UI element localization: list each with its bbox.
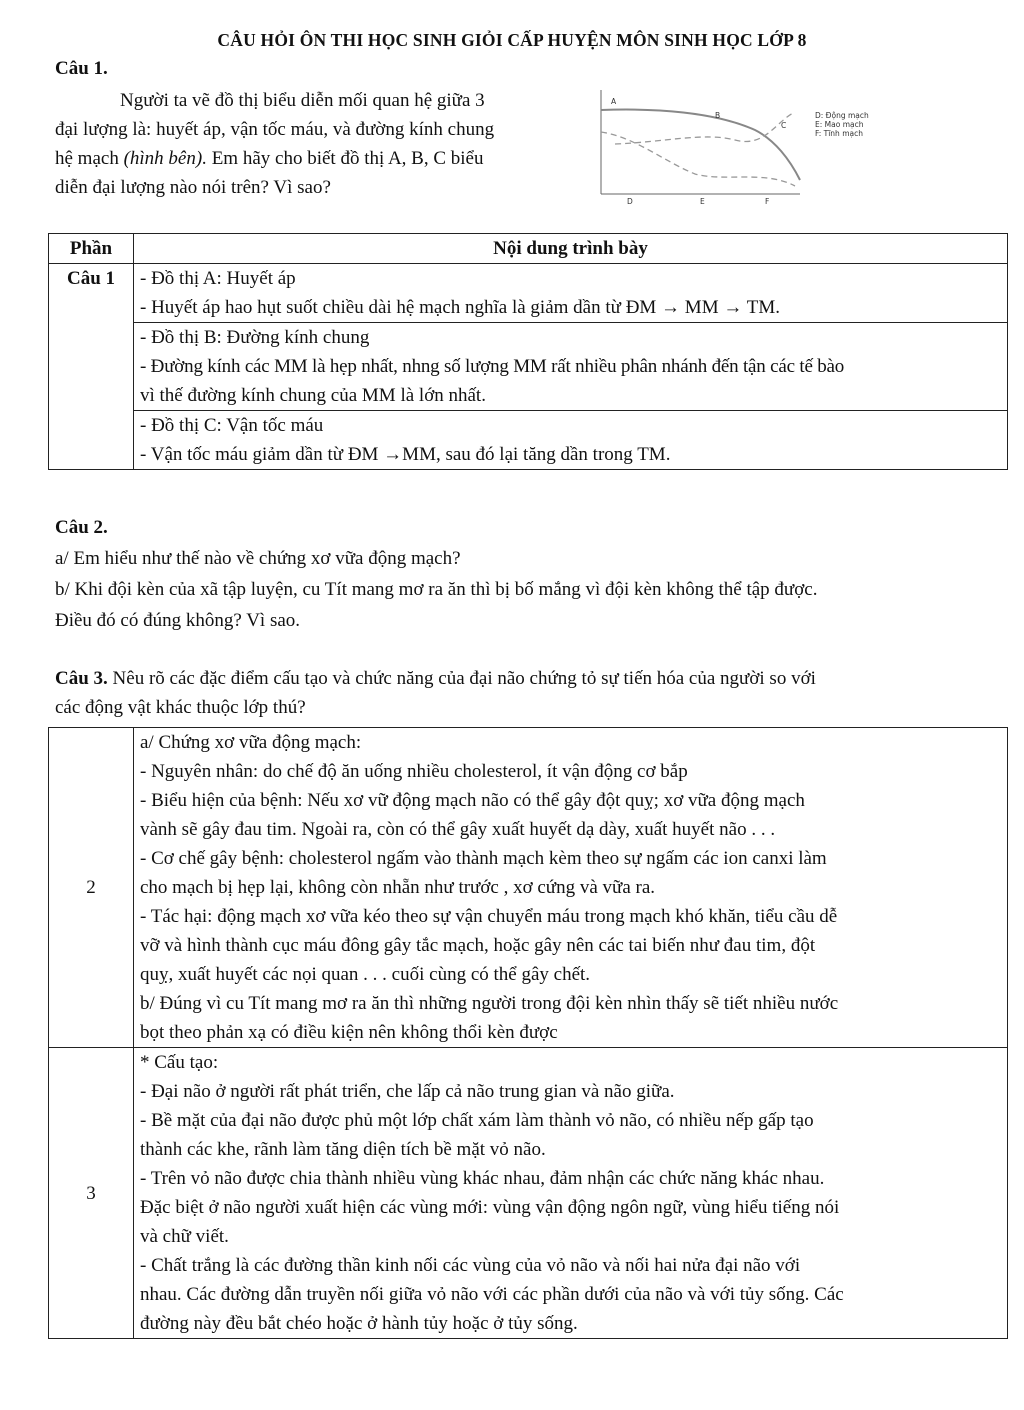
- question-3: Câu 3. Nêu rõ các đặc điểm cấu tạo và chức năng của đại não chứng tỏ sự tiến hóa của người so với các động vật khác thuộc lớp thú?: [55, 668, 816, 718]
- curve-b: [601, 132, 795, 186]
- legend-item: F: Tĩnh mạch: [815, 129, 863, 138]
- axis-tick-label: D: [627, 197, 633, 206]
- q1-line: đại lượng là: huyết áp, vận tốc máu, và đường kính chung: [55, 119, 495, 140]
- content-cell: * Cấu tạo: - Đại não ở người rất phát triển, che lấp cả não trung gian và não giữa. - Bề mặt của đại não được phủ một lớp chất xám làm thành vỏ não, có nhiều nếp gấp tạo thành các khe, rãnh làm tăng diện tích bề mặt vỏ não. - Trên vỏ não được chia thành nhiều vùng khác nhau, đảm nhận các chức năng khác nhau. Đặc biệt ở não người xuất hiện các vùng mới: vùng vận động ngôn ngữ, vùng hiểu tiếng nói và chữ viết. - Chất trắng là các đường thần kinh nối các vùng của vỏ não và nối hai nửa đại não với nhau. Các đường dẫn truyền nối giữa vỏ não với các phần dưới của não và với tủy sống. Các đường này đều bắt chéo hoặc ở hành tủy hoặc ở tủy sống.: [134, 1048, 1008, 1339]
- graph-svg: [595, 82, 895, 212]
- q1-line: hệ mạch (hình bên). Em hãy cho biết đồ thị A, B, C biểu: [55, 148, 484, 169]
- table-row: [49, 411, 1008, 470]
- page-title: CÂU HỎI ÔN THI HỌC SINH GIỎI CẤP HUYỆN MÔN SINH HỌC LỚP 8: [217, 30, 807, 50]
- q1-line: diễn đại lượng nào nói trên? Vì sao?: [55, 177, 331, 198]
- table-row: [49, 728, 1008, 1048]
- axis-tick-label: E: [700, 197, 705, 206]
- content-cell: a/ Chứng xơ vữa động mạch: - Nguyên nhân: do chế độ ăn uống nhiều cholesterol, ít vận động cơ bắp - Biểu hiện của bệnh: Nếu xơ vữ động mạch não có thể gây đột quỵ; xơ vữa động mạch vành sẽ gây đau tim. Ngoài ra, còn có thể gây xuất huyết dạ dày, xuất huyết não . . . - Cơ chế gây bệnh: cholesterol ngấm vào thành mạch kèm theo sự ngấm các ion canxi làm cho mạch bị hẹp lại, không còn nhẵn như trước , xơ cứng và vữa ra. - Tác hại: động mạch xơ vữa kéo theo sự vận chuyển máu trong mạch khó khăn, tiểu cầu dễ vỡ và hình thành cục máu đông gây tắc mạch, hoặc gây nên các tai biến như đau tim, đột quỵ, xuất huyết các nọi quan . . . cuối cùng có thể gây chết. b/ Đúng vì cu Tít mang mơ ra ăn thì những người trong đội kèn nhìn thấy sẽ tiết nhiều nước bọt theo phản xạ có điều kiện nên không thổi kèn được: [134, 728, 1008, 1048]
- content-cell: - Đồ thị B: Đường kính chung - Đường kính các MM là hẹp nhất, nhng số lượng MM rất nhiều phân nhánh đến tận các tế bào vì thế đường kính chung của MM là lớn nhất.: [134, 323, 1008, 411]
- question-3-heading: Câu 3.: [55, 668, 108, 689]
- table-row: [49, 264, 1008, 323]
- answer-table-2: [48, 727, 1008, 1339]
- table-row: [49, 1048, 1008, 1339]
- legend-item: E: Mao mạch: [815, 120, 864, 129]
- answer-table-1: [48, 233, 1008, 470]
- table-row: [49, 323, 1008, 411]
- part-cell: 2: [49, 728, 134, 1048]
- question-1-heading: Câu 1.: [55, 58, 108, 79]
- content-cell: - Đồ thị C: Vận tốc máu - Vận tốc máu giảm dần từ ĐM →MM, sau đó lại tăng dần trong TM.: [134, 411, 1008, 470]
- curve-a: [601, 110, 800, 180]
- question-1-text: [55, 86, 580, 202]
- content-cell: - Đồ thị A: Huyết áp - Huyết áp hao hụt suốt chiều dài hệ mạch nghĩa là giảm dần từ ĐM → MM → TM.: [134, 264, 1008, 323]
- q1-line: Người ta vẽ đồ thị biểu diễn mối quan hệ giữa 3: [120, 90, 485, 111]
- curve-label-b: B: [715, 111, 721, 120]
- curve-label-c: C: [781, 121, 787, 130]
- header-part: Phần: [49, 234, 134, 264]
- table-header-row: [49, 234, 1008, 264]
- part-cell: 3: [49, 1048, 134, 1339]
- curve-label-a: A: [611, 97, 617, 106]
- header-content: Nội dung trình bày: [134, 234, 1008, 264]
- blood-vessel-graph: [595, 82, 895, 212]
- axis-tick-label: F: [765, 197, 770, 206]
- legend-item: D: Động mạch: [815, 111, 869, 120]
- part-cell: Câu 1: [49, 264, 134, 470]
- question-2-heading: Câu 2.: [55, 517, 108, 538]
- question-2: Câu 2. a/ Em hiểu như thế nào về chứng xơ vữa động mạch? b/ Khi đội kèn của xã tập luyện, cu Tít mang mơ ra ăn thì bị bố mắng vì đội kèn không thể tập được. Điều đó có đúng không? Vì sao.: [55, 512, 1005, 636]
